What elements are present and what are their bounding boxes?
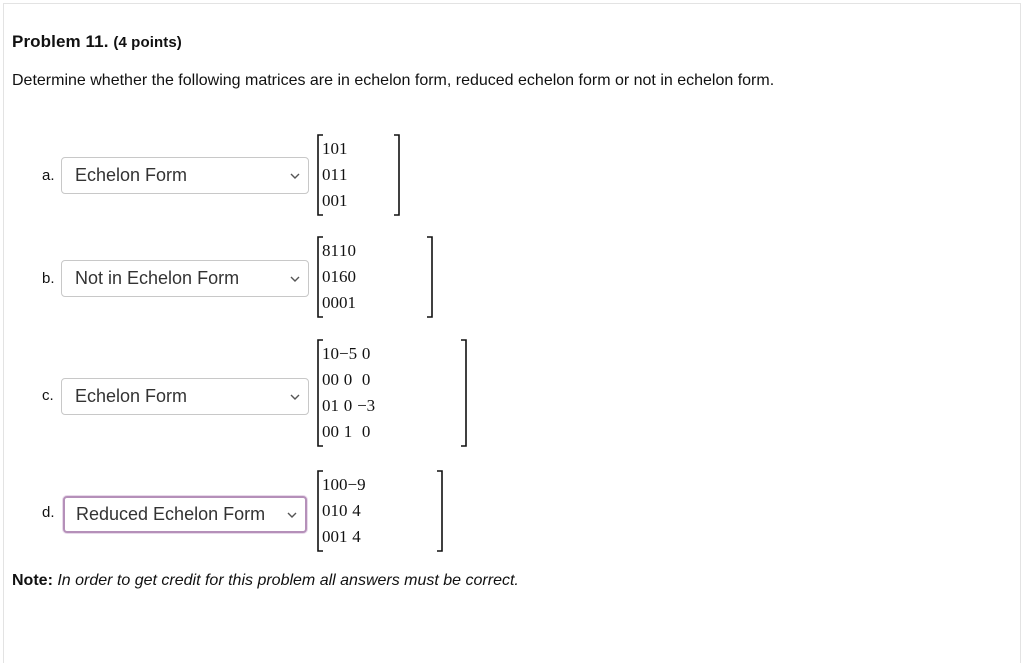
right-bracket bbox=[436, 470, 444, 552]
chevron-down-icon bbox=[289, 391, 301, 403]
matrix-cell: 0 bbox=[322, 191, 331, 210]
matrix-cell: 0 bbox=[330, 293, 339, 312]
matrix-cell: 4 bbox=[352, 501, 361, 520]
matrix-cell: 1 bbox=[330, 165, 339, 184]
matrix-cell: 1 bbox=[339, 191, 348, 210]
selected-value: Not in Echelon Form bbox=[75, 268, 240, 288]
matrix-cell: 0 bbox=[322, 165, 331, 184]
matrix-cell: 0 bbox=[343, 370, 353, 389]
matrix-cell: 0 bbox=[330, 527, 339, 546]
note-label: Note bbox=[12, 572, 48, 589]
matrix-cell: 8 bbox=[322, 241, 331, 260]
answer-select-c[interactable] bbox=[61, 378, 309, 415]
matrix-cell: −5 bbox=[339, 344, 358, 363]
selected-value: Echelon Form bbox=[75, 386, 188, 406]
matrix-cell: 0 bbox=[361, 422, 371, 441]
problem-instructions: Determine whether the following matrices are in echelon form, reduced echelon form or not in echelon form. bbox=[12, 72, 775, 89]
selected-value: Echelon Form bbox=[75, 165, 188, 185]
chevron-down-icon bbox=[286, 509, 298, 521]
matrix-cell: 1 bbox=[322, 475, 331, 494]
matrix-cell: 0 bbox=[347, 267, 356, 286]
matrix-cell: 1 bbox=[330, 501, 339, 520]
matrix-cell: 0 bbox=[330, 191, 339, 210]
matrix-cell: 0 bbox=[339, 293, 348, 312]
matrix-cell: 0 bbox=[330, 344, 339, 363]
matrix-cell: 1 bbox=[339, 139, 348, 158]
matrix-cell: 0 bbox=[361, 370, 371, 389]
matrix-cell: 1 bbox=[339, 165, 348, 184]
right-bracket bbox=[426, 236, 434, 318]
right-bracket bbox=[460, 339, 468, 447]
matrix-cell: 1 bbox=[322, 139, 331, 158]
matrix-cell: 1 bbox=[339, 241, 348, 260]
matrix-cell: 0 bbox=[322, 501, 331, 520]
problem-number: Problem 11. bbox=[12, 32, 109, 51]
answer-select-a[interactable] bbox=[61, 157, 309, 194]
answer-select-b[interactable] bbox=[61, 260, 309, 297]
matrix-cell: 1 bbox=[330, 241, 339, 260]
question-letter: d. bbox=[42, 504, 55, 521]
matrix-cell: −3 bbox=[357, 396, 376, 415]
matrix-cell: 6 bbox=[339, 267, 348, 286]
matrix-cell: 0 bbox=[347, 241, 356, 260]
matrix-cell: 1 bbox=[330, 396, 339, 415]
chevron-down-icon bbox=[289, 170, 301, 182]
selected-value: Reduced Echelon Form bbox=[76, 504, 266, 524]
note: Note: In order to get credit for this problem all answers must be correct. bbox=[12, 572, 519, 589]
chevron-down-icon bbox=[289, 273, 301, 285]
matrix-cell: 0 bbox=[330, 475, 339, 494]
matrix-cell: 4 bbox=[352, 527, 361, 546]
problem-points: (4 points) bbox=[113, 34, 182, 51]
problem-panel bbox=[3, 3, 1021, 663]
question-letter: c. bbox=[42, 387, 54, 404]
matrix-cell: 0 bbox=[322, 422, 331, 441]
matrix-cell: 1 bbox=[330, 267, 339, 286]
matrix-cell: 0 bbox=[361, 344, 371, 363]
matrix-cell: 0 bbox=[330, 422, 339, 441]
matrix-cell: 0 bbox=[343, 396, 353, 415]
matrix-cell: 0 bbox=[322, 293, 331, 312]
answer-select-d[interactable] bbox=[63, 496, 307, 533]
matrix-cell: −9 bbox=[347, 475, 366, 494]
matrix-cell: 0 bbox=[322, 396, 331, 415]
problem-title bbox=[12, 32, 182, 52]
matrix-cell: 0 bbox=[322, 370, 331, 389]
matrix-cell: 0 bbox=[322, 267, 331, 286]
matrix-cell: 0 bbox=[330, 139, 339, 158]
note-text: In order to get credit for this problem all answers must be correct. bbox=[57, 572, 519, 589]
matrix-cell: 0 bbox=[339, 501, 348, 520]
matrix-cell: 1 bbox=[347, 293, 356, 312]
right-bracket bbox=[393, 134, 401, 216]
matrix-cell: 0 bbox=[339, 475, 348, 494]
matrix-cell: 1 bbox=[322, 344, 331, 363]
question-letter: b. bbox=[42, 270, 55, 287]
matrix-cell: 0 bbox=[330, 370, 339, 389]
matrix-cell: 1 bbox=[339, 527, 348, 546]
question-letter: a. bbox=[42, 167, 55, 184]
matrix-cell: 0 bbox=[322, 527, 331, 546]
matrix-cell: 1 bbox=[343, 422, 353, 441]
